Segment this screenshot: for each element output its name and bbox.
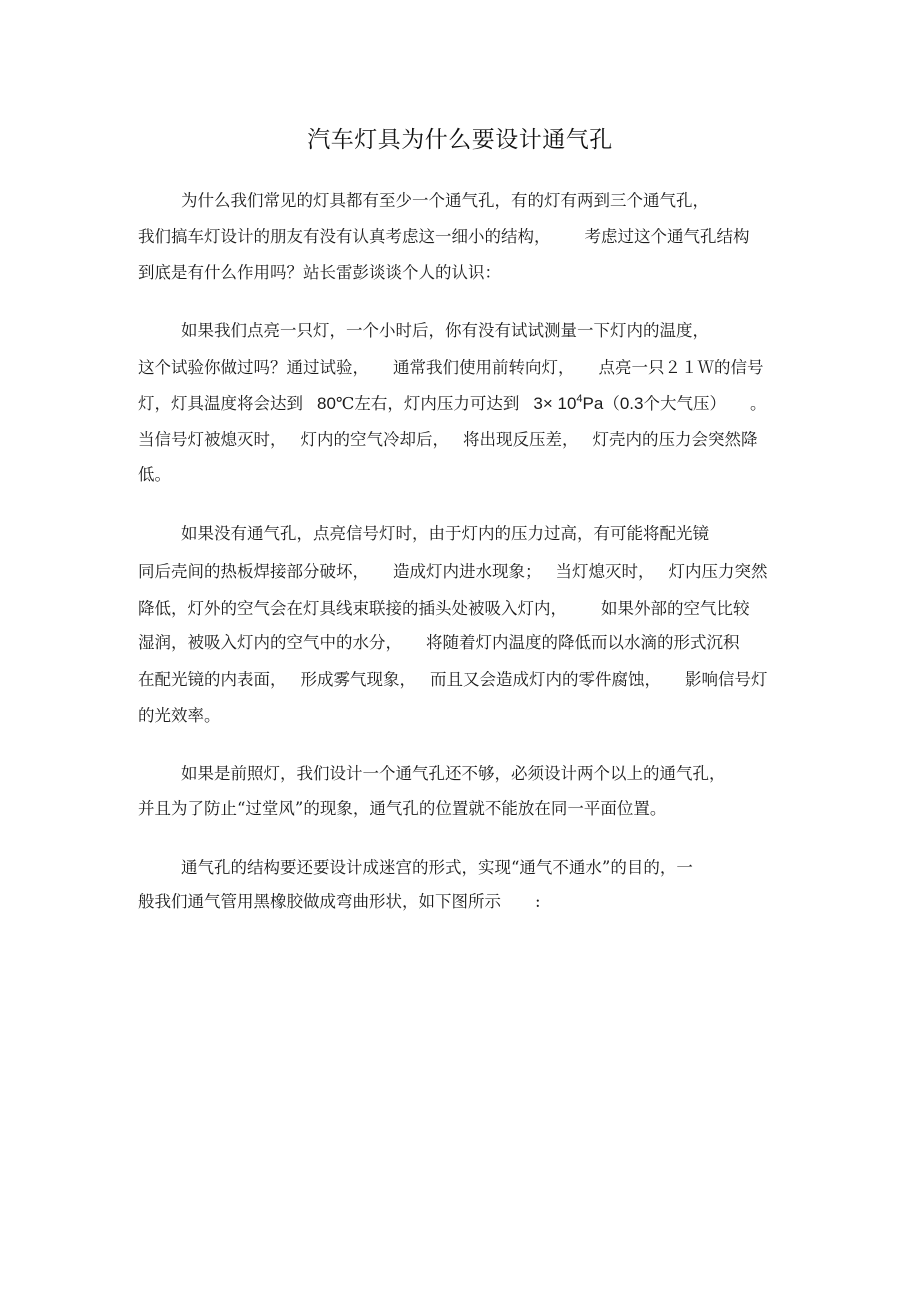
pressure-exponent: 4 (576, 393, 583, 405)
text-segment: 当灯熄灭时， (555, 562, 655, 581)
paragraph-3-line-3 (138, 597, 750, 621)
text-segment: 同后壳间的热板焊接部分破坏， (138, 562, 369, 581)
paragraph-2-line-4 (138, 428, 758, 452)
pressure-unit: Pa (582, 394, 604, 413)
text-segment: 降低，灯外的空气会在灯具线束联接的插头处被吸入灯内， (138, 599, 567, 618)
text-segment: 灯，灯具温度将会达到 (138, 394, 303, 413)
text-segment: 造成灯内进水现象； (393, 562, 542, 581)
document-title: 汽车灯具为什么要设计通气孔 (307, 127, 613, 153)
text-segment: 如果外部的空气比较 (601, 599, 750, 618)
text-segment: （ (603, 394, 620, 413)
text-segment: 将出现反压差， (463, 430, 579, 449)
text-segment: 影响信号灯 (685, 670, 768, 689)
text-segment: 考虑过这个通气孔结构 (584, 227, 750, 246)
paragraph-3-line-6: 的光效率。 (138, 706, 221, 725)
text-segment: 个大气压） (643, 394, 726, 413)
paragraph-3-line-1: 如果没有通气孔，点亮信号灯时，由于灯内的压力过高，有可能将配光镜 (181, 524, 709, 543)
text-segment: : (535, 892, 541, 911)
text-segment: 灯内的空气冷却后， (300, 430, 449, 449)
paragraph-2-line-3 (138, 392, 766, 416)
text-segment: 在配光镜的内表面， (138, 670, 287, 689)
text-segment: 灯内压力突然 (668, 562, 768, 581)
text-segment: 点亮一只２１Ｗ的信号 (598, 358, 764, 377)
pressure-value: 3× 10 (533, 394, 577, 413)
text-segment: 而且又会造成灯内的零件腐蚀， (430, 670, 661, 689)
paragraph-3-line-2 (138, 560, 768, 584)
paragraph-1-line-3: 到底是有什么作用吗？站长雷彭谈谈个人的认识： (138, 263, 501, 282)
paragraph-1-line-2 (138, 225, 750, 249)
paragraph-5-line-2 (138, 890, 541, 914)
paragraph-2-line-1: 如果我们点亮一只灯，一个小时后，你有没有试试测量一下灯内的温度， (181, 321, 709, 340)
text-segment: 当信号灯被熄灭时， (138, 430, 287, 449)
text-segment: 通常我们使用前转向灯， (393, 358, 575, 377)
text-segment: ℃左右，灯内压力可达到 (335, 394, 520, 413)
text-segment: 灯壳内的压力会突然降 (592, 430, 758, 449)
paragraph-4-line-1: 如果是前照灯，我们设计一个通气孔还不够，必须设计两个以上的通气孔， (181, 764, 726, 783)
paragraph-3-line-4 (138, 631, 740, 655)
atmosphere-value: 0.3 (619, 394, 644, 413)
text-segment: 形成雾气现象， (300, 670, 416, 689)
text-segment: 将随着灯内温度的降低而以水滴的形式沉积 (426, 633, 740, 652)
paragraph-5-line-1: 通气孔的结构要还要设计成迷宫的形式，实现“通气不通水”的目的，一 (181, 858, 693, 877)
temperature-value: 80 (317, 394, 336, 413)
paragraph-3-line-5 (138, 668, 768, 692)
paragraph-2-line-5: 低。 (138, 465, 171, 484)
paragraph-2-line-2 (138, 356, 764, 380)
paragraph-4-line-2: 并且为了防止“过堂风”的现象，通气孔的位置就不能放在同一平面位置。 (138, 799, 667, 818)
text-segment: 这个试验你做过吗？通过试验， (138, 358, 369, 377)
text-segment: 般我们通气管用黑橡胶做成弯曲形状，如下图所示 (138, 892, 501, 911)
text-segment: 湿润，被吸入灯内的空气中的水分， (138, 633, 402, 652)
paragraph-1-line-1: 为什么我们常见的灯具都有至少一个通气孔，有的灯有两到三个通气孔， (181, 191, 709, 210)
text-segment: 我们搞车灯设计的朋友有没有认真考虑这一细小的结构， (138, 227, 551, 246)
text-segment: 。 (749, 394, 767, 413)
